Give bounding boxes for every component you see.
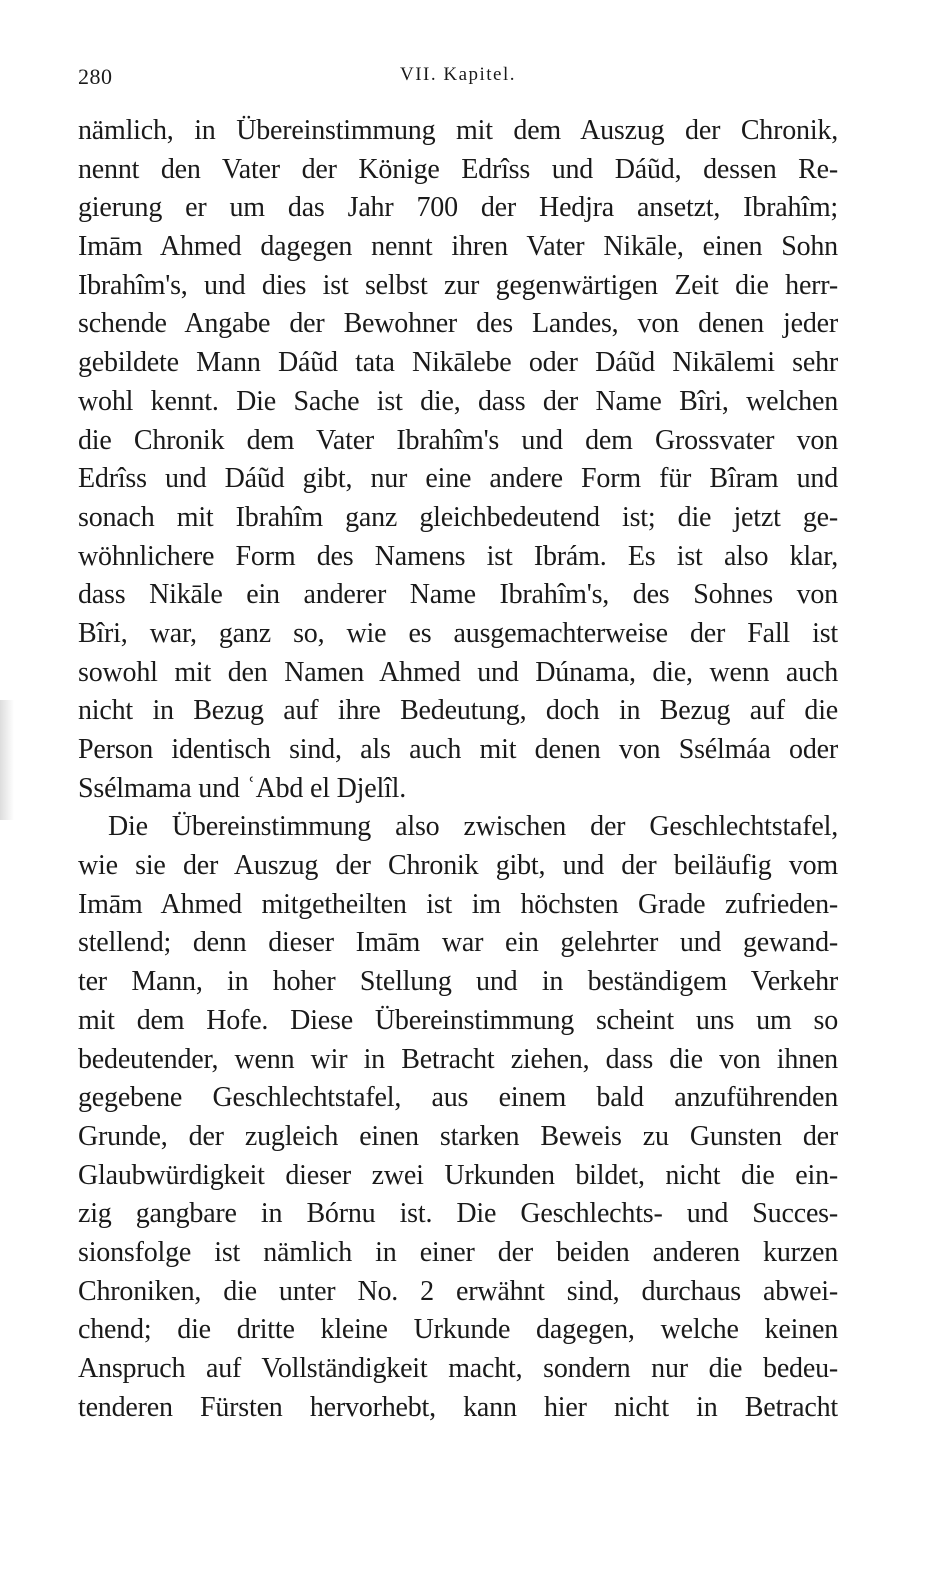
text-line: Grunde, der zugleich einen starken Beweis zu Gunsten der (78, 1120, 838, 1152)
text-line: Person identisch sind, als auch mit denen von Ssélmáa oder (78, 734, 838, 765)
text-line: sionsfolge ist nämlich in einer der beiden anderen kurzen (78, 1236, 838, 1268)
body-text (78, 112, 838, 1427)
text-line: bedeutender, wenn wir in Betracht ziehen, dass die von ihnen (78, 1043, 838, 1075)
text-line: nennt den Vater der Könige Edrîss und Dáũd, dessen Re- (78, 153, 838, 185)
page-number: 280 (78, 64, 113, 89)
text-line: stellend; denn dieser Imām war ein gelehrter und gewand- (78, 927, 838, 959)
text-line: mit dem Hofe. Diese Übereinstimmung scheint uns um so (78, 1004, 838, 1036)
paragraph-1 (78, 112, 838, 808)
text-line: Anspruch auf Vollständigkeit macht, sondern nur die bedeu- (78, 1353, 838, 1384)
text-line: die Chronik dem Vater Ibrahîm's und dem Grossvater von (78, 424, 838, 456)
text-line: Ibrahîm's, und dies ist selbst zur gegenwärtigen Zeit die herr- (78, 269, 838, 301)
text-line: schende Angabe der Bewohner des Landes, von denen jeder (78, 308, 838, 340)
text-line: ter Mann, in hoher Stellung und in beständigem Verkehr (78, 966, 838, 998)
text-line: Imām Ahmed dagegen nennt ihren Vater Nikāle, einen Sohn (78, 231, 838, 263)
text-line: Ssélmama und ʿAbd el Djelîl. (78, 772, 407, 804)
paragraph-2 (78, 808, 838, 1427)
text-line: sonach mit Ibrahîm ganz gleichbedeutend ist; die jetzt ge- (78, 501, 838, 533)
text-line: wohl kennt. Die Sache ist die, dass der Name Bîri, welchen (78, 385, 838, 417)
text-line: gegebene Geschlechtstafel, aus einem bald anzuführenden (78, 1082, 838, 1114)
page-header (78, 64, 838, 104)
running-head: VII. Kapitel. (399, 64, 517, 85)
text-line: Glaubwürdigkeit dieser zwei Urkunden bildet, nicht die ein- (78, 1159, 838, 1191)
text-line: Edrîss und Dáũd gibt, nur eine andere Form für Bîram und (78, 463, 838, 495)
text-line: wie sie der Auszug der Chronik gibt, und der beiläufig vom (78, 850, 838, 882)
text-line: Imām Ahmed mitgetheilten ist im höchsten Grade zufrieden- (78, 888, 838, 920)
text-line: Die Übereinstimmung also zwischen der Geschlechtstafel, (108, 811, 838, 843)
text-line: gierung er um das Jahr 700 der Hedjra ansetzt, Ibrahîm; (78, 192, 838, 224)
text-line: tenderen Fürsten hervorhebt, kann hier nicht in Betracht (78, 1391, 838, 1423)
text-line: Chroniken, die unter No. 2 erwähnt sind, durchaus abwei- (78, 1275, 838, 1307)
text-line: chend; die dritte kleine Urkunde dagegen, welche keinen (78, 1314, 838, 1346)
text-line: nämlich, in Übereinstimmung mit dem Auszug der Chronik, (78, 115, 838, 146)
text-line: zig gangbare in Bórnu ist. Die Geschlechts- und Succes- (78, 1198, 838, 1230)
text-line: dass Nikāle ein anderer Name Ibrahîm's, des Sohnes von (78, 579, 838, 611)
text-line: wöhnlichere Form des Namens ist Ibrám. Es ist also klar, (78, 540, 838, 572)
text-line: sowohl mit den Namen Ahmed und Dúnama, die, wenn auch (78, 656, 838, 688)
text-line: gebildete Mann Dáũd tata Nikālebe oder Dáũd Nikālemi sehr (78, 347, 838, 379)
text-line: Bîri, war, ganz so, wie es ausgemachterweise der Fall ist (78, 617, 838, 649)
page-margin-shadow (0, 700, 14, 820)
text-line: nicht in Bezug auf ihre Bedeutung, doch in Bezug auf die (78, 695, 838, 727)
